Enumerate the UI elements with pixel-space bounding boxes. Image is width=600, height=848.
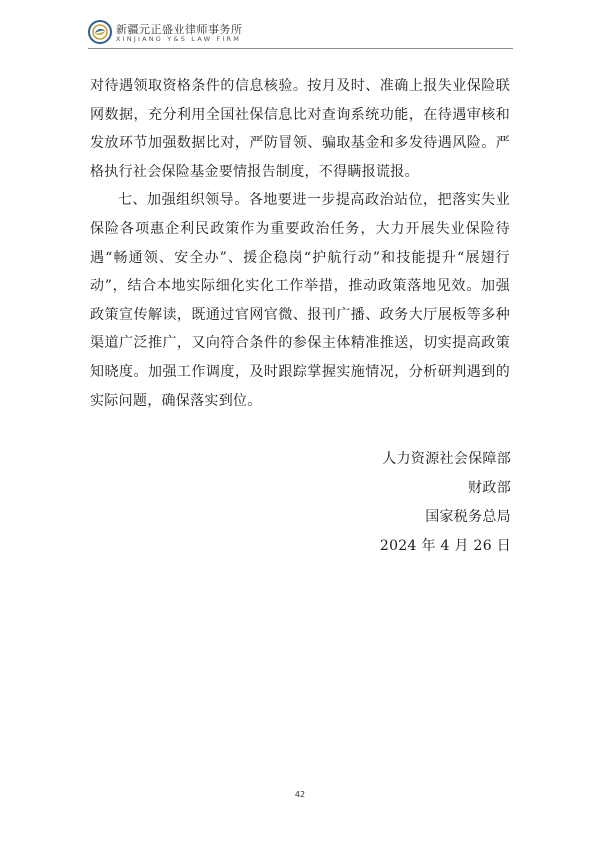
paragraph-organization-leadership: 七、加强组织领导。各地要进一步提高政治站位，把落实失业保险各项惠企利民政策作为重要政治任务，大力开展失业保险待遇“畅通领、安全办”、援企稳岗“护航行动”和技能提升“展翅行动”，结合本地实际细化实化工作举措，推动政策落地见效。加强政策宣传解读，既通过官网官微、报刊广播、政务大厅展板等多种渠道广泛推广，又向符合条件的参保主体精准推送，切实提高政策知晓度。加强工作调度，及时跟踪掌握实施情况，分析研判遇到的实际问题，确保落实到位。: [90, 192, 510, 409]
paragraph-continuation: 对待遇领取资格条件的信息核验。按月及时、准确上报失业保险联网数据，充分利用全国社保信息比对查询系统功能，在待遇审核和发放环节加强数据比对，严防冒领、骗取基金和多发待遇风险。严格执行社会保险基金要情报告制度，不得瞒报谎报。: [90, 78, 510, 180]
page-number: 42: [294, 790, 306, 799]
document-body: [90, 72, 510, 415]
signature-block: [380, 445, 511, 561]
firm-name: 新疆元正盛业律师事务所: [116, 23, 243, 36]
signature-date: 2024 年 4 月 26 日: [379, 538, 511, 554]
firm-logo-icon: [88, 20, 112, 44]
signatory-finance: 财政部: [468, 480, 511, 496]
signatory-tax: 国家税务总局: [425, 509, 511, 525]
page-header: [88, 20, 518, 50]
signatory-hrss: 人力资源社会保障部: [382, 451, 511, 467]
firm-name-en: XINJIANG Y&S LAW FIRM: [116, 35, 242, 43]
header-divider: [88, 48, 513, 49]
